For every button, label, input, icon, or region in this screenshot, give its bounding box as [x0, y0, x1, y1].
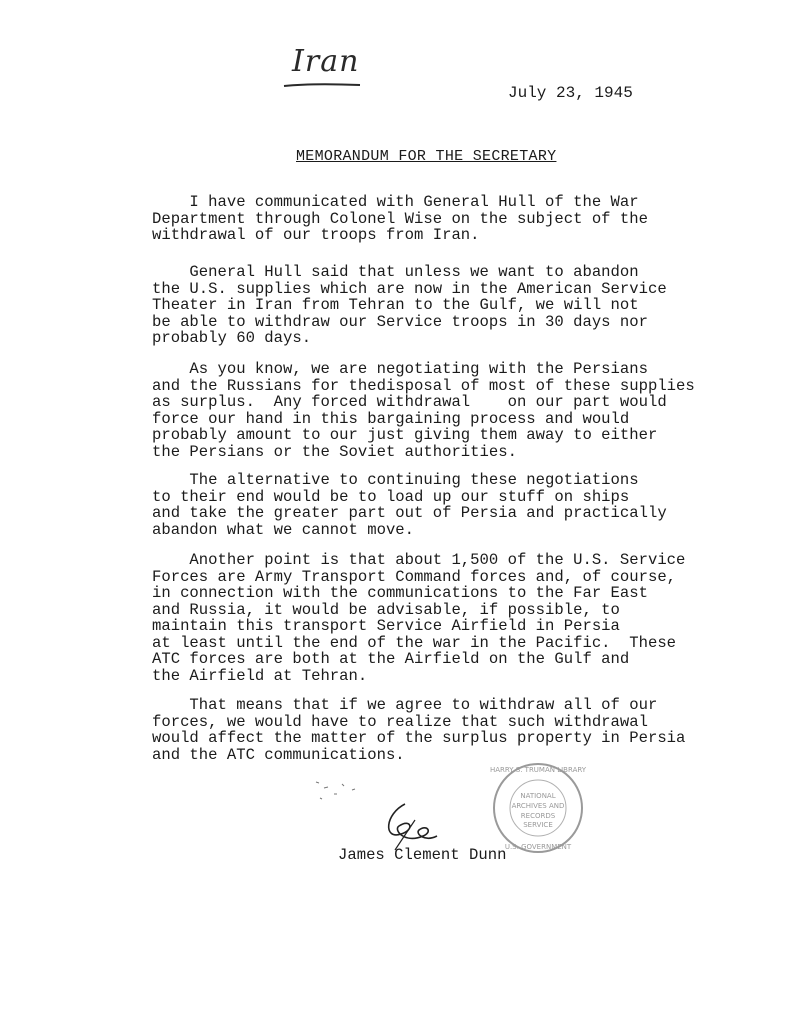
- paragraph-1: I have communicated with General Hull of the War Department through Colonel Wise on the subject of the withdrawal of our troops from Iran.: [152, 193, 648, 244]
- signature-name: James Clement Dunn: [338, 846, 507, 864]
- svg-text:SERVICE: SERVICE: [523, 821, 553, 829]
- memo-date: July 23, 1945: [508, 84, 633, 102]
- svg-text:U.S. GOVERNMENT: U.S. GOVERNMENT: [504, 843, 572, 851]
- archive-stamp: [488, 758, 588, 858]
- svg-text:HARRY S. TRUMAN LIBRARY: HARRY S. TRUMAN LIBRARY: [489, 766, 587, 774]
- pencil-marks: [312, 778, 382, 808]
- paragraph-4: The alternative to continuing these negotiations to their end would be to load up our stuff on ships and take the greater part out of Persia and practically abandon what we cannot move.: [152, 471, 667, 539]
- paragraph-2: General Hull said that unless we want to abandon the U.S. supplies which are now in the American Service Theater in Iran from Tehran to the Gulf, we will not be able to withdraw our Service troops in 30 days nor probably 60 days.: [152, 263, 667, 347]
- paragraph-3: As you know, we are negotiating with the Persians and the Russians for thedisposal of most of these supplies as surplus. Any forced withdrawal on our part would force our hand in this bargaining process and would probably amount to our just giving them away to either the Persians or the Soviet authorities.: [152, 360, 695, 461]
- paragraph-5: Another point is that about 1,500 of the U.S. Service Forces are Army Transport Command forces and, of course, in connection with the communications to the Far East and Russia, it would be advisable, if possible, to maintain this transport Service Airfield in Persia at least until the end of the war in the Pacific. These ATC forces are both at the Airfield on the Gulf and the Airfield at Tehran.: [152, 551, 686, 685]
- handwritten-underline: [282, 80, 362, 90]
- memo-title: MEMORANDUM FOR THE SECRETARY: [296, 148, 557, 165]
- handwritten-annotation: Iran: [292, 44, 360, 79]
- paragraph-6: That means that if we agree to withdraw all of our forces, we would have to realize that such withdrawal would affect the matter of the surplus property in Persia and the ATC communications.: [152, 696, 686, 764]
- svg-text:NATIONAL: NATIONAL: [520, 792, 556, 800]
- svg-text:ARCHIVES AND: ARCHIVES AND: [511, 802, 565, 810]
- svg-text:RECORDS: RECORDS: [520, 812, 556, 820]
